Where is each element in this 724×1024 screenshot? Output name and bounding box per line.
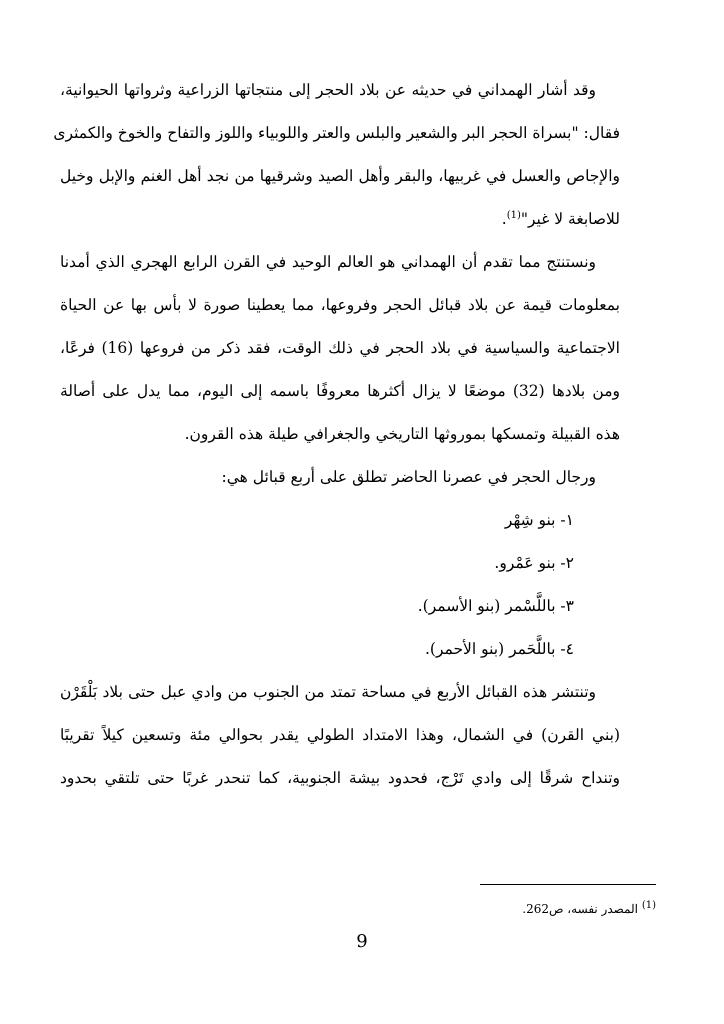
paragraph-2-line-3: الاجتماعية والسياسية في بلاد الحجر في ذلك الوقت، فقد ذكر من فروعها (16) فرعًا، — [60, 339, 620, 357]
paragraph-1-line-3: والإجاص والعسل في غربيها، والبقر وأهل الصيد وشرقيها من نجد أهل الغنم والإبل وخيل — [60, 167, 620, 185]
footnote-text: المصدر نفسه، ص262. — [522, 902, 638, 916]
paragraph-1-line-2: فقال: "بسراة الحجر البر والشعير والبلس والعتر واللوبياء واللوز والتفاح والخوخ والكمثرى — [53, 124, 620, 142]
paragraph-1-end-punctuation: . — [501, 210, 507, 228]
tribe-list-item-2: ٢- بنو عَمْرو. — [494, 554, 574, 572]
paragraph-2-line-4: ومن بلادها (32) موضعًا لا يزال أكثرها معروفًا باسمه إلى اليوم، مما يدل على أصالة — [60, 382, 620, 400]
paragraph-1-line-4-text: للاصابغة لا غير" — [520, 210, 620, 228]
footnote — [360, 900, 656, 918]
tribe-list-item-1: ١- بنو شِهْر — [504, 511, 574, 529]
paragraph-2-line-1: ونستنتج مما تقدم أن الهمداني هو العالم الوحيد في القرن الرابع الهجري الذي أمدنا — [60, 253, 596, 271]
paragraph-1-line-1: وقد أشار الهمداني في حديثه عن بلاد الحجر إلى منتجاتها الزراعية وثرواتها الحيوانية، — [60, 81, 596, 99]
page-number: 9 — [356, 931, 368, 952]
paragraph-4-line-3: وتنداح شرقًا إلى وادي تَرْج، فحدود بيشة الجنوبية، كما تنحدر غربًا حتى تلتقي بحدود — [60, 769, 620, 787]
tribe-list-item-3: ٣- باللَّسْمر (بنو الأسمر). — [417, 597, 574, 615]
paragraph-3: ورجال الحجر في عصرنا الحاضر تطلق على أربع قبائل هي: — [221, 468, 596, 486]
paragraph-1-line-4 — [60, 208, 620, 230]
paragraph-2-line-5: هذه القبيلة وتمسكها بموروثها التاريخي والجغرافي طيلة هذه القرون. — [184, 425, 620, 443]
tribe-list-item-4: ٤- باللَّحَمر (بنو الأحمر). — [424, 640, 574, 658]
paragraph-4-line-2: (بني القرن) في الشمال، وهذا الامتداد الطولي يقدر بحوالي مئة وتسعين كيلاً تقريبًا — [60, 726, 620, 744]
footnote-separator — [480, 884, 656, 885]
footnote-marker: (1) — [641, 900, 656, 911]
footnote-reference: (1) — [506, 209, 521, 221]
paragraph-2-line-2: بمعلومات قيمة عن بلاد قبائل الحجر وفروعها، مما يعطينا صورة لا بأس بها عن الحياة — [60, 296, 620, 314]
paragraph-4-line-1: وتنتشر هذه القبائل الأربع في مساحة تمتد من الجنوب من وادي عبل حتى بلاد بَلْقَرْن — [60, 683, 596, 701]
